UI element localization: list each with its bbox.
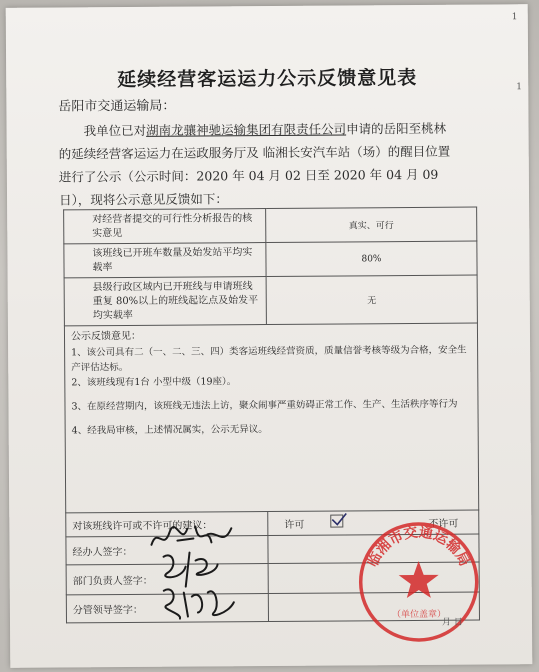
table-row bbox=[64, 275, 477, 326]
feedback-item: 4、经我局审核，上述情况属实，公示无异议。 bbox=[71, 424, 268, 437]
company-name: 湖南龙骧神驰运输集团有限责任公司 bbox=[146, 121, 347, 138]
permit-cell bbox=[268, 510, 479, 535]
dept-head-sign-cell bbox=[268, 562, 479, 593]
checkmark-icon bbox=[331, 512, 347, 526]
feedback-item: 2、该班线现有1台 小型中级（19座）。 bbox=[71, 376, 237, 389]
manager-label: 经办人签字： bbox=[66, 536, 268, 565]
row-label: 该班线已开班车数量及始发站平均实载率 bbox=[64, 243, 266, 278]
intro-suffix: 申请的岳阳至桃林的延续经营客运运力在运政服务厅及 临湘长安汽车站（场）的醒目位置进行了公示（公示时间：2020 年 04 月 02 日至 2020 年 04 月 09 日），现将公示意见反馈如下： bbox=[58, 120, 451, 208]
table-row bbox=[64, 207, 477, 244]
intro-paragraph bbox=[58, 117, 457, 212]
table-row bbox=[64, 241, 477, 278]
top-right-mark: 1 bbox=[511, 12, 518, 23]
seal-inner-text: （单位盖章） bbox=[391, 609, 446, 621]
permit-checkbox bbox=[330, 514, 343, 527]
feedback-item: 1、该公司具有二（一、二、三、四）类客运班线经营资质，质量信誉考核等级为合格，安全生产评估达标。 bbox=[71, 344, 467, 374]
permit-question: 对该班线许可或不许可的建议： bbox=[66, 512, 268, 537]
dept-head-label: 部门负责人签字： bbox=[66, 564, 268, 595]
row-value: 无 bbox=[266, 275, 477, 324]
feedback-item: 3、在原经营期内，该班线无违法上访，聚众闹事严重妨碍正常工作、生产、生活秩序等行为 bbox=[71, 398, 458, 413]
table-row bbox=[66, 562, 479, 595]
feedback-cell bbox=[64, 323, 478, 513]
row-label: 对经营者提交的可行性分析报告的核实意见 bbox=[64, 209, 266, 244]
table-row bbox=[66, 592, 479, 623]
intro-prefix: 我单位已对 bbox=[83, 122, 147, 139]
permit-yes-label: 许可 bbox=[284, 519, 305, 531]
page-title: 延续经营客运运力公示反馈意见表 bbox=[117, 66, 418, 92]
row-label: 县级行政区域内已开班线与申请班线重复 80%以上的班线起讫点及始发平均实载率 bbox=[64, 277, 266, 326]
date-tail: 月 日 bbox=[441, 617, 463, 628]
row-value: 80% bbox=[266, 241, 477, 276]
addressee: 岳阳市交通运输局： bbox=[58, 98, 176, 115]
feedback-table bbox=[63, 207, 480, 624]
table-row bbox=[66, 534, 479, 565]
table-row bbox=[66, 510, 479, 537]
manager-sign-cell bbox=[268, 534, 479, 563]
leader-label: 分管领导签字： bbox=[66, 594, 268, 623]
row-value: 真实、可行 bbox=[266, 207, 477, 242]
permit-no-label: 不许可 bbox=[428, 518, 459, 530]
table-row bbox=[64, 323, 478, 513]
feedback-title: 公示反馈意见： bbox=[70, 330, 142, 343]
right-margin-mark: 1 bbox=[516, 82, 523, 93]
seal-ring-text: 临湘市交通运输局 bbox=[364, 524, 473, 570]
document-sheet bbox=[6, 4, 533, 668]
